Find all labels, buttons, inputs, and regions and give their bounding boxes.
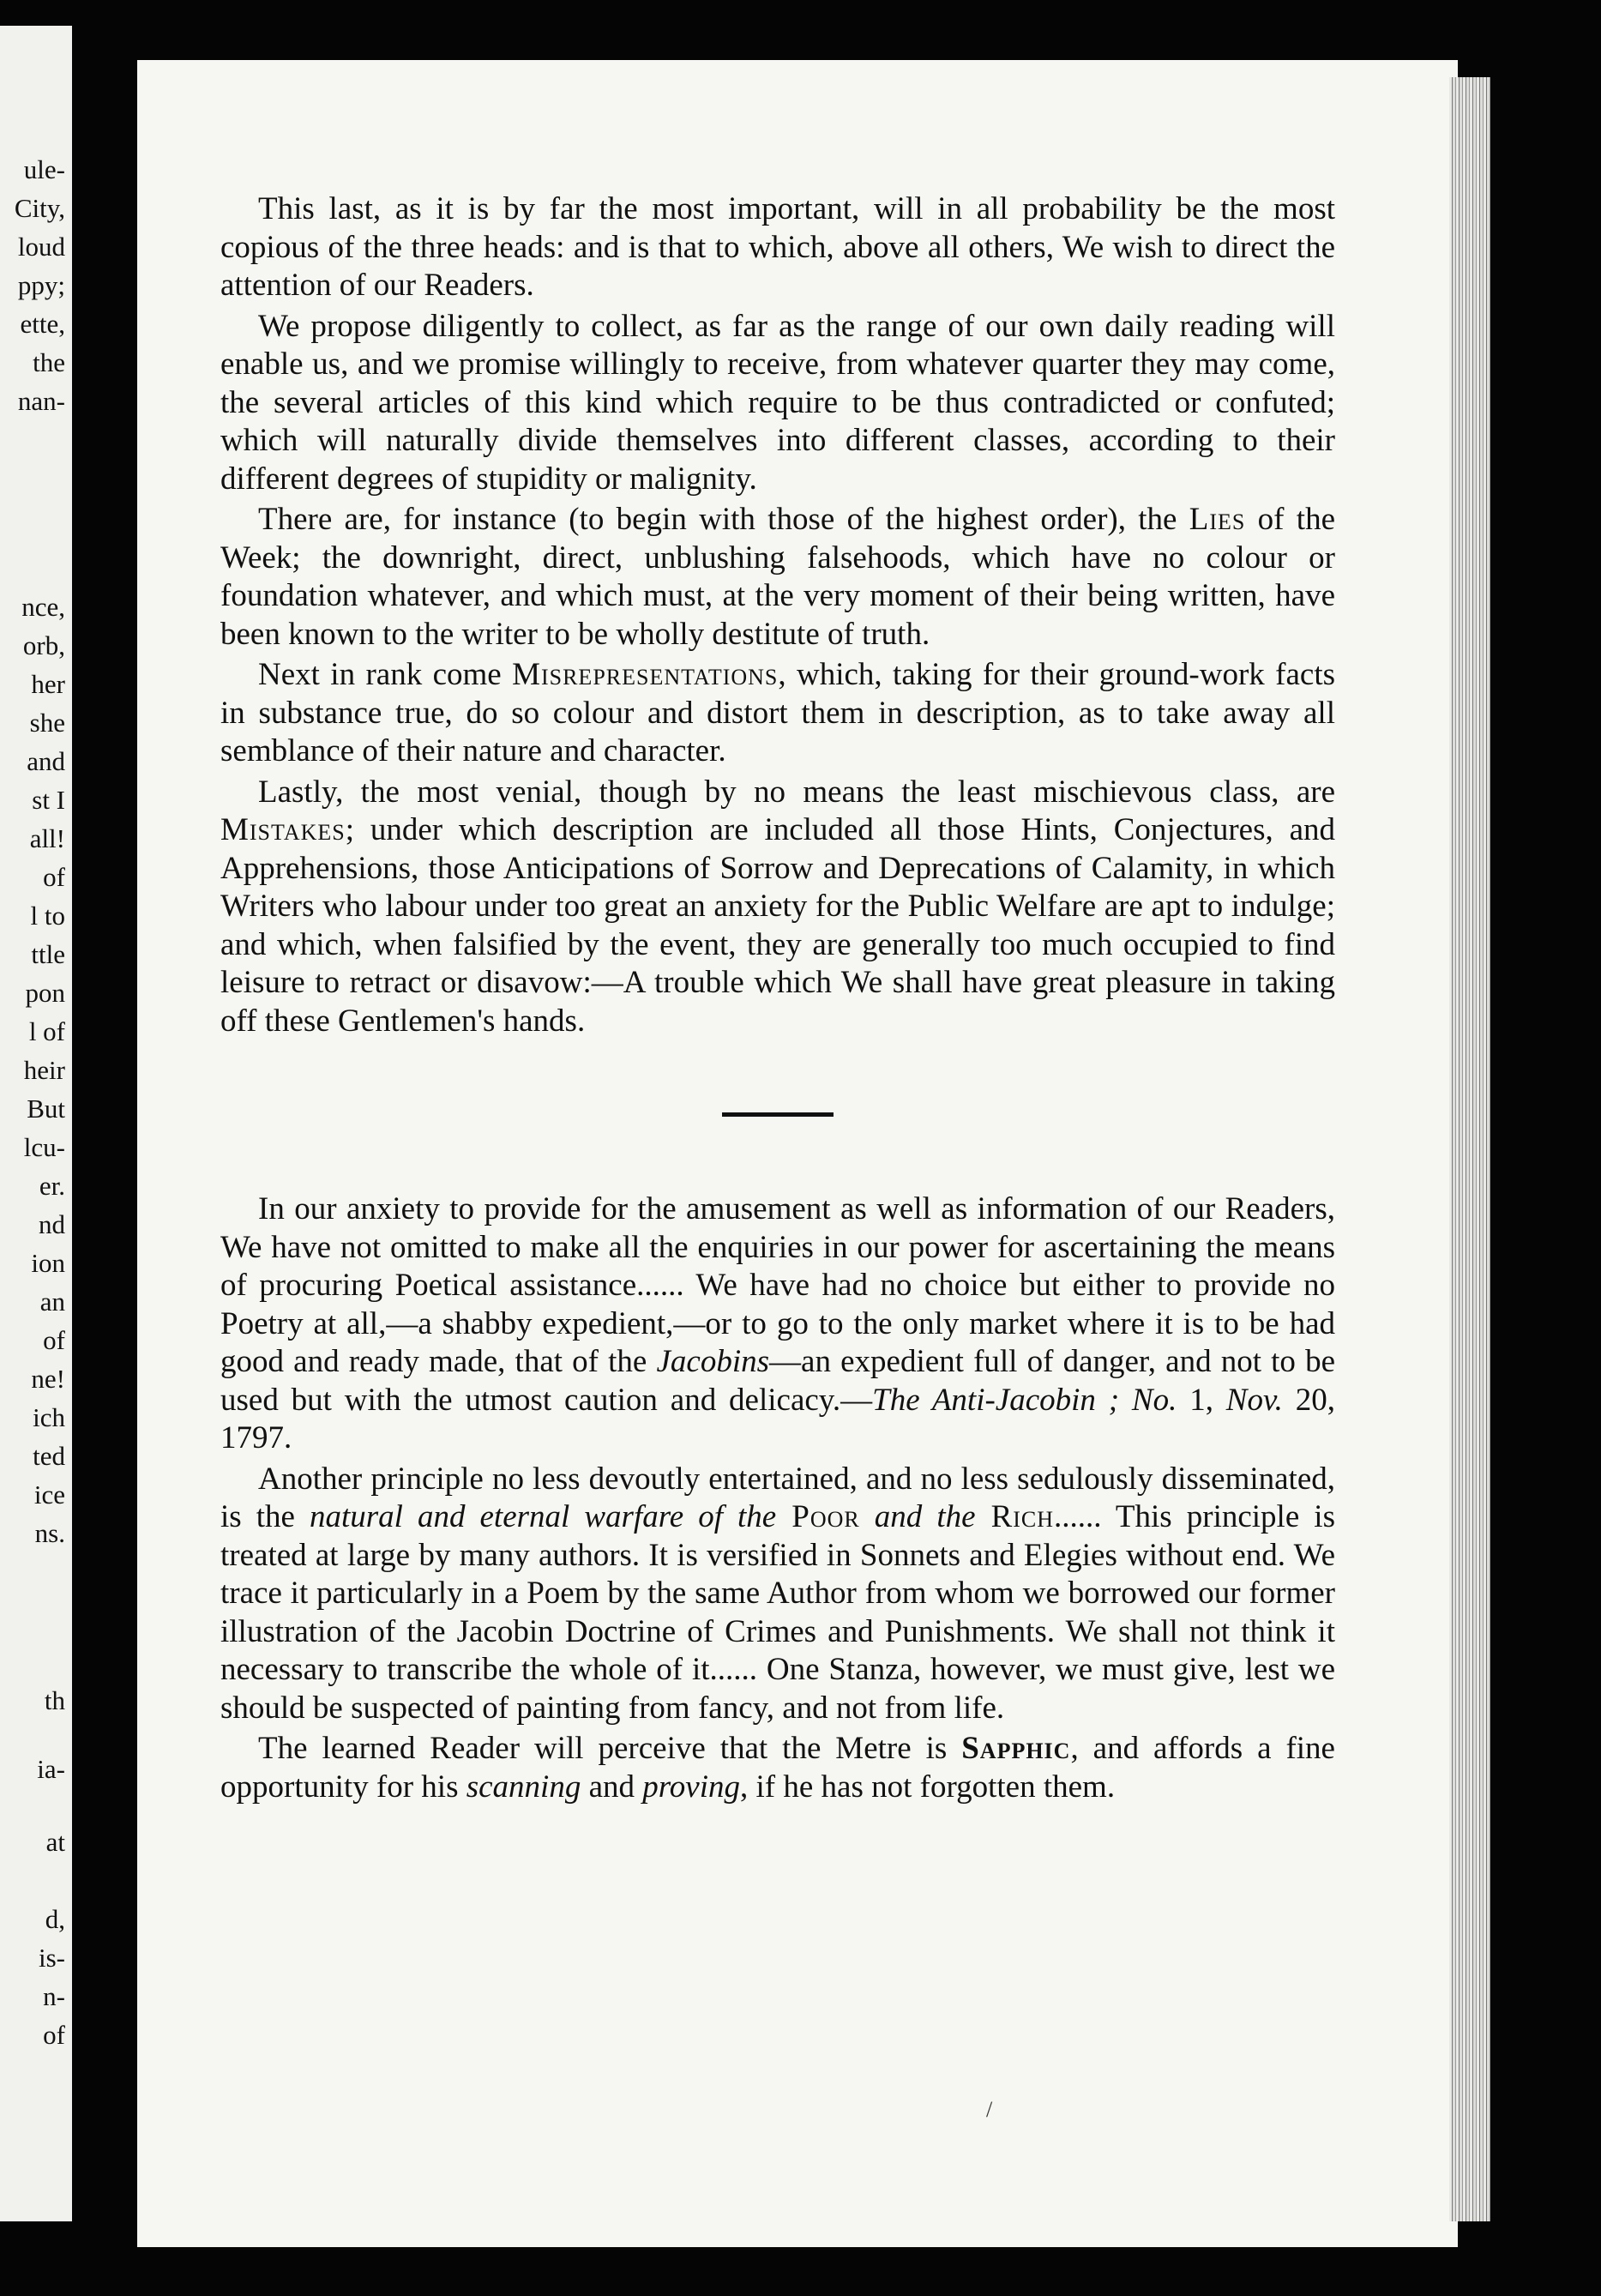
left-page-fragment: orb, — [22, 630, 65, 660]
small-caps-term: Lies — [1189, 502, 1246, 537]
paragraph — [220, 656, 1335, 771]
citation-number: 1, — [1177, 1382, 1226, 1418]
paragraph — [220, 1190, 1335, 1458]
paragraph — [220, 1461, 1335, 1728]
left-page-fragment: of — [43, 2020, 65, 2050]
paragraph — [220, 501, 1335, 654]
paragraph-text: , which, taking for their ground-work facts in substance true, do so colour and distort them in description, as to take away all semblance of their nature and character. — [220, 657, 1335, 768]
left-page-fragment: pon — [25, 978, 65, 1008]
left-page-fragment: l of — [28, 1016, 65, 1046]
left-page-fragment: an — [39, 1287, 65, 1317]
left-page-fragment: of — [43, 1325, 65, 1355]
small-caps-term: Mistakes — [220, 812, 346, 847]
left-page-fragment: th — [44, 1685, 65, 1715]
left-page-fragment: ule- — [23, 154, 65, 184]
stray-mark: / — [986, 2097, 993, 2122]
left-page-fragment: ia- — [37, 1754, 65, 1784]
citation-italic: The Anti-Jacobin ; No. — [872, 1382, 1177, 1418]
paragraph-text: The learned Reader will perceive that the Metre is — [258, 1731, 962, 1766]
paragraph-text: —an expedient full of danger, and not to be used but with the utmost caution and delicacy.— — [220, 1344, 1335, 1418]
section-divider-rule — [722, 1112, 834, 1117]
paragraph-text: , and affords a fine opportunity for his — [220, 1731, 1335, 1805]
left-page-fragment: her — [31, 669, 65, 699]
italic-term: Jacobins — [656, 1344, 770, 1379]
left-page-fragment: er. — [39, 1171, 65, 1201]
paragraph-text: ; under which description are included all those Hints, Conjectures, and Apprehensions, those Anticipations of Sorrow and Deprecations of Calamity, in which Writers who labour under too great an anxiety for the Public Welfare are apt to indulge; and which, when falsified by the event, they are generally too much occupied to find leisure to retract or disavow:—A trouble which We shall have great pleasure in taking off these Gentlemen's hands. — [220, 812, 1335, 1039]
left-page-fragment: is- — [39, 1943, 65, 1973]
left-page-fragment: ttle — [31, 939, 65, 969]
paragraph-text: Lastly, the most venial, though by no means the least mischievous class, are — [258, 774, 1335, 810]
left-page-fragment: ted — [33, 1441, 65, 1471]
paragraph-text: of the Week; the downright, direct, unblushing falsehoods, which have no colour or foundation whatever, and which must, at the very moment of their being written, have been known to the writer to be wholly destitute of truth. — [220, 502, 1335, 652]
left-page-fragment: ich — [33, 1402, 65, 1432]
left-page-fragment: nan- — [17, 386, 65, 416]
paragraph-text: ...... This principle is treated at large by many authors. It is versified in Sonnets and Elegies without end. We trace it particularly in a Poem by the same Author from whom we borrowed our former illustration of the Jacobin Doctrine of Crimes and Punishments. We shall not think it necessary to transcribe the whole of it...... One Stanza, however, we must give, lest we should be suspected of painting from fancy, and not from life. — [220, 1499, 1335, 1726]
left-page-fragment: she — [29, 708, 65, 738]
adjacent-page-strip — [0, 26, 72, 2221]
paragraph — [220, 774, 1335, 1041]
left-page-fragment: ppy; — [17, 270, 65, 300]
left-page-fragment: l to — [30, 901, 65, 931]
paragraph-text: We propose diligently to collect, as far as the range of our own daily reading will enable us, and we promise willingly to receive, from whatever quarter they may come, the several articles of this kind which require to be thus contradicted or confuted; which will naturally divide themselves into different classes, according to their different degrees of stupidity or malignity. — [220, 308, 1335, 497]
left-page-fragment: of — [43, 862, 65, 892]
paragraph — [220, 190, 1335, 305]
italic-term: scanning — [466, 1769, 581, 1805]
italic-phrase: natural and eternal warfare of the — [309, 1499, 777, 1534]
small-caps-term: Sapphic — [961, 1731, 1071, 1766]
page-edge-binding — [1449, 77, 1490, 2221]
small-caps-term: Rich — [975, 1499, 1055, 1534]
left-page-fragment: st I — [32, 785, 65, 815]
left-page-fragment: and — [27, 746, 65, 776]
paragraph — [220, 308, 1335, 499]
small-caps-term: Misrepresentations — [512, 657, 779, 692]
left-page-fragment: But — [27, 1094, 65, 1124]
left-page-fragment: ne! — [31, 1364, 65, 1394]
citation-date: 20, 1797. — [220, 1382, 1335, 1455]
paragraph — [220, 1730, 1335, 1806]
left-page-fragment: d, — [45, 1904, 65, 1934]
left-page-fragment: ette, — [20, 309, 65, 339]
paragraph-text: Next in rank come — [258, 657, 513, 692]
left-page-fragment: ion — [31, 1248, 65, 1278]
left-page-fragment: City, — [14, 193, 65, 223]
italic-phrase: and the — [859, 1499, 976, 1534]
left-page-fragment: all! — [29, 823, 65, 853]
italic-term: proving — [642, 1769, 741, 1805]
paragraph-text: , if he has not forgotten them. — [740, 1769, 1116, 1805]
paragraph-text: This last, as it is by far the most important, will in all probability be the most copious of the three heads: and is that to which, above all others, We wish to direct the attention of our Readers. — [220, 191, 1335, 303]
small-caps-term: Poor — [776, 1499, 860, 1534]
paragraph-text: and — [581, 1769, 643, 1805]
left-page-fragment: lcu- — [23, 1132, 65, 1162]
left-page-fragment: n- — [43, 1981, 65, 2011]
left-page-fragment: ns. — [34, 1518, 65, 1548]
paragraph-text: In our anxiety to provide for the amusement as well as information of our Readers, We have not omitted to make all the enquiries in our power for ascertaining the means of procuring Poetical assistance...... We have had no choice but either to provide no Poetry at all,—a shabby expedient,—or to go to the only market where it is to be had good and ready made, that of the — [220, 1191, 1335, 1379]
left-page-fragment: nce, — [21, 592, 65, 622]
left-page-fragment: at — [45, 1827, 65, 1857]
paragraph-text: Another principle no less devoutly entertained, and no less sedulously disseminated, is the — [220, 1461, 1335, 1534]
citation-month: Nov. — [1225, 1382, 1283, 1418]
left-page-fragment: heir — [23, 1055, 65, 1085]
paragraph-text: There are, for instance (to begin with those of the highest order), the — [258, 502, 1189, 537]
page-text-block — [220, 190, 1335, 1806]
left-page-fragment: ice — [33, 1479, 65, 1510]
left-page-fragment: the — [33, 347, 65, 377]
left-page-fragment: nd — [39, 1209, 65, 1239]
left-page-fragment: loud — [17, 232, 65, 262]
